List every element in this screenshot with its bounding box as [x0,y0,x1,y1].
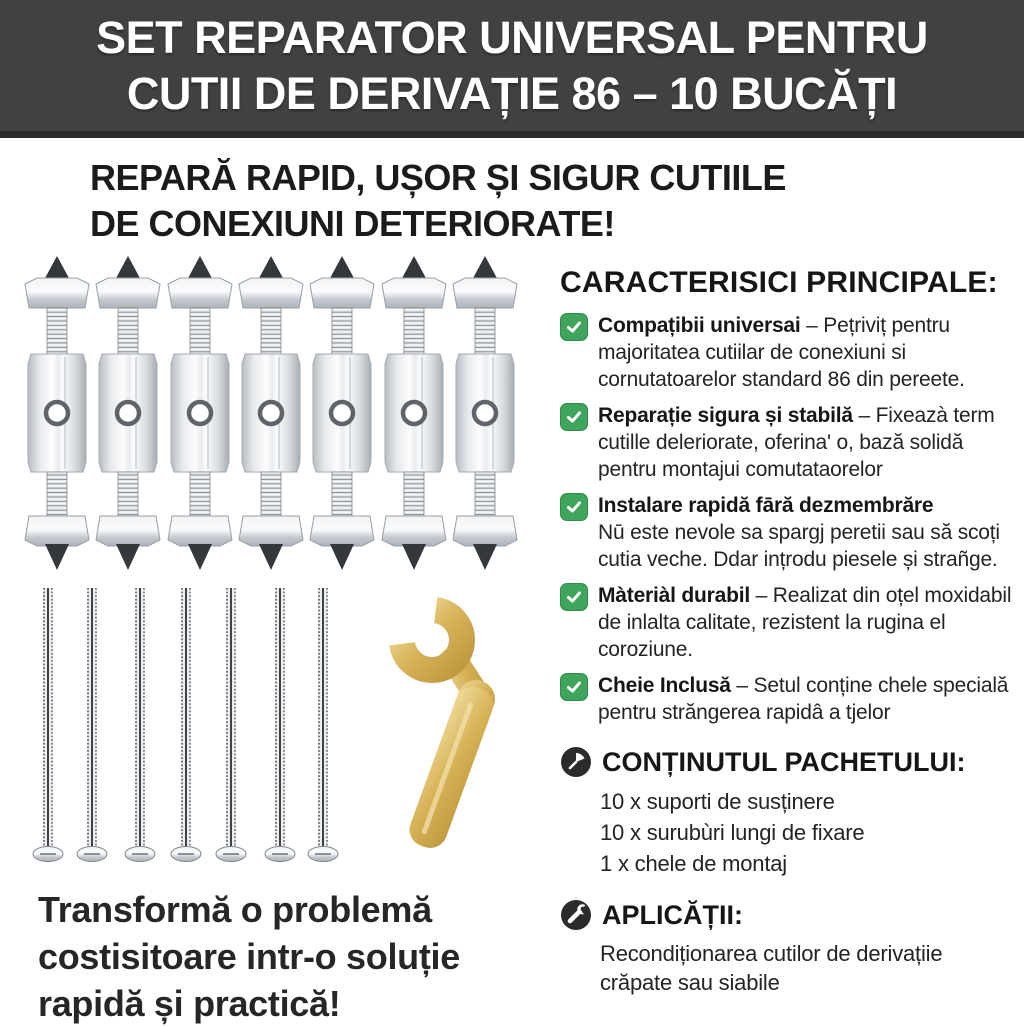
wrench-icon [560,899,592,931]
applications-line2: crăpate sau siabile [600,970,780,995]
feature-item-repair [560,402,1024,483]
package-section-heading [560,746,1024,778]
clock-icon [560,746,592,778]
feature-text: Cheie Inclusă – Setul conține chele specială pentru străngerea rapidâ a tjelor [598,674,1009,724]
tagline-line2: costisitoare intr-o soluție [38,936,460,977]
applications-text [600,939,1024,997]
product-title-line2: CUTII DE DERIVAȚIE 86 – 10 BUCĂȚI [126,67,898,119]
applications-line1: Recondiționarea cutilor de derivațiie [600,941,943,966]
feature-item-material [560,582,1024,663]
applications-heading-label: APLICĂȚII: [602,900,743,930]
applications-section-heading [560,899,1024,931]
package-item: 10 x suporti de susținere [600,789,835,814]
package-heading-label: CONȚINUTUL PACHETULUI: [602,747,966,777]
tagline-line3: rapidă și practică! [38,983,341,1024]
package-list [600,786,1024,879]
feature-text: Reparație sigura și stabilă – Fixeazà term cutille deleriorate, oferina' o, bază solidă pentru montajui comutataorelor [598,404,995,481]
features-heading: CARACTERISICI PRINCIPALE: [560,266,998,299]
tagline-line1: Transformă o problemă [38,889,432,930]
title-banner [0,0,1024,138]
tagline [38,886,460,1027]
check-icon [560,313,588,341]
screw-row [33,588,338,862]
info-column [560,266,1024,997]
subtitle-line2: DE CONEXIUNI DETERIORATE! [90,203,615,244]
fastener-row [25,256,517,570]
feature-item-wrench [560,672,1024,726]
product-title-line1: SET REPARATOR UNIVERSAL PENTRU [96,11,928,63]
gold-wrench-icon [402,610,498,853]
feature-text: Compațibii universai – Pețriviț pentru majoritatea cutiilar de conexiuni si cornutatoarelor standard 86 din pereete. [598,314,965,391]
subtitle [90,155,786,247]
feature-item-compatibility [560,312,1024,393]
check-icon [560,493,588,521]
subtitle-line1: REPARĂ RAPID, UȘOR ȘI SIGUR CUTIILE [90,157,786,198]
check-icon [560,403,588,431]
product-photo [8,252,553,897]
feature-text: Màteriàl durabil – Realizat din oțel moxidabil de inlalta calitate, rezistent la rugina el coroziune. [598,584,1012,661]
package-item: 1 x chele de montaj [600,851,787,876]
package-item: 10 x surubùri lungi de fixare [600,820,865,845]
feature-text: Instalare rapidă fāră dezmembrăre Nū este nevole sa spargj peretii sau să scoți cutia veche. Ddar ințrodu piesele și strañge. [598,494,1000,571]
check-icon [560,673,588,701]
check-icon [560,583,588,611]
feature-item-install [560,492,1024,573]
